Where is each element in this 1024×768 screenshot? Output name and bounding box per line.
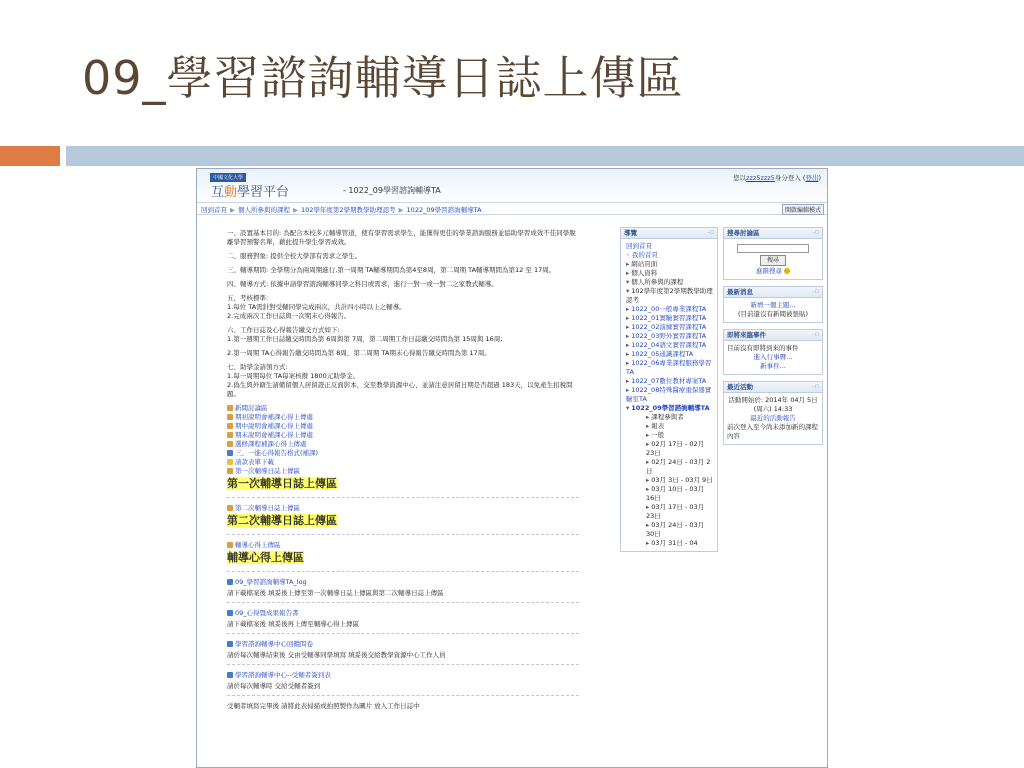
calendar-link[interactable]: 進入行事曆... [753, 353, 793, 361]
forum-icon [227, 432, 233, 438]
nav-week[interactable]: 02月 17日 - 02月 23日 [646, 440, 705, 457]
nav-course-link[interactable]: 1022_02演練實習課程TA [631, 323, 707, 331]
expand-arrow-icon: ▸ [626, 314, 630, 322]
file-link-label: 09_學習諮詢輔導TA_log [235, 578, 307, 586]
nav-week[interactable]: 03月 10日 - 03月 16日 [646, 485, 705, 502]
expand-arrow-icon: ▸ [626, 269, 630, 277]
highlight-heading-1: 第一次輔導日誌上傳區 [227, 477, 337, 490]
nav-site-pages[interactable]: 網站頁面 [631, 260, 658, 268]
section-2: 二、服務對象: 提供全校大學部有需求之學生。 [227, 252, 362, 260]
logo-text-b: 學習平台 [237, 185, 290, 200]
collapse-arrow-icon: ▾ [626, 278, 630, 286]
logo-text-highlight: 動 [224, 185, 238, 200]
file-link-label: 09_心得暨成果報告書 [235, 609, 299, 617]
nav-general[interactable]: 一般 [651, 431, 665, 439]
expand-arrow-icon: ▸ [626, 350, 630, 358]
folder-link-label: 請款表單下載 [235, 458, 274, 466]
breadcrumb-sep-icon: ▶ [230, 206, 235, 214]
events-block-title: 即將來臨事件 [727, 331, 766, 339]
news-block [723, 286, 823, 323]
doc-link-label: 三、一進心得報告格式(補課) [235, 449, 319, 457]
upload-link[interactable] [227, 422, 579, 431]
upload-link[interactable] [227, 413, 579, 422]
expand-arrow-icon: ▸ [626, 260, 630, 268]
block-collapse-icon[interactable]: -▫ [812, 228, 819, 236]
advanced-search-link[interactable]: 進階搜尋 [755, 267, 782, 275]
upload-link-label: 期末說明會補課心得上傳處 [235, 431, 313, 439]
navigation-block [620, 227, 718, 558]
collapse-arrow-icon: ▾ [626, 287, 630, 295]
nav-reports[interactable]: 報表 [651, 422, 665, 430]
activity-block [723, 381, 823, 445]
expand-arrow-icon: ▸ [626, 332, 630, 340]
section-6-head: 六、工作日誌及心得報告繳交方式如下: [227, 326, 340, 334]
nav-my-home[interactable]: 我的首頁 [631, 251, 658, 259]
nav-week[interactable]: 02月 24日 - 03月 2日 [646, 458, 711, 475]
divider [227, 534, 579, 535]
expand-arrow-icon: ▸ [646, 431, 650, 439]
activity-block-title: 最近活動 [727, 383, 753, 391]
events-block [723, 329, 823, 375]
nav-course-link[interactable]: 1022_00一般專業課程TA [631, 305, 707, 313]
nav-course-link[interactable]: 1022_04語文實習課程TA [631, 341, 707, 349]
nav-course-link[interactable]: 1022_08特殊醫療重保器實驗室TA [626, 386, 712, 403]
block-collapse-icon[interactable]: -▫ [812, 287, 819, 295]
section-7-line1: 1.每一周期每位 TA每案核撥 1800元助學金。 [227, 372, 360, 380]
divider [227, 602, 579, 603]
accent-bar-blue [66, 146, 1024, 166]
nav-title: 導覽 [624, 229, 637, 237]
section-3: 三、輔導期間: 全學期分為兩周期進行,第一周期 TA輔導期間為第4至8周，第二周期 TA輔導期間為第12 至 17周。 [227, 266, 556, 274]
block-collapse-icon[interactable]: -▫ [707, 228, 714, 236]
activity-report-link[interactable]: 最近的活動報告 [750, 414, 796, 422]
upload-link[interactable] [227, 440, 579, 449]
forum-icon [227, 505, 233, 511]
nav-block-header [621, 228, 717, 239]
section-4: 四、輔導方式: 依據申請學習諮詢輔導同學之科目或需求，進行一對一或一對二之家教式輔導。 [227, 280, 498, 288]
breadcrumb-sep-icon: ▶ [398, 206, 404, 214]
expand-arrow-icon: ▸ [646, 440, 650, 448]
divider [227, 664, 579, 665]
folder-link[interactable] [227, 458, 579, 467]
expand-arrow-icon: ▸ [626, 377, 630, 385]
nav-week[interactable]: 03月 17日 - 03月 23日 [646, 503, 705, 520]
no-activity-text: 前次登入至今尚未添加新的課程內容 [727, 423, 818, 440]
breadcrumb-home[interactable]: 回到首頁 [201, 206, 227, 214]
forum-icon [227, 405, 233, 411]
upload-link[interactable] [227, 504, 579, 513]
activity-since: 活動開始於: 2014年 04月 5日(周六) 14:33 [728, 396, 818, 413]
add-topic-link[interactable]: 新增一個主題... [750, 301, 796, 309]
embedded-screenshot [196, 168, 828, 768]
collapse-arrow-icon: ▾ [626, 404, 630, 412]
block-collapse-icon[interactable]: -▫ [812, 382, 819, 390]
help-icon[interactable] [784, 268, 790, 274]
news-block-title: 最新消息 [727, 288, 753, 296]
section-5-line1: 1.每位 TA需針對受輔同學完成兩次，共計四小時以上之輔導。 [227, 303, 406, 311]
file-desc: 請下載檔案後 填妥後上傳至第一次輔導日誌上傳區與第二次輔導日誌上傳區 [227, 589, 444, 597]
document-icon [227, 610, 233, 616]
site-logo[interactable] [211, 181, 289, 200]
block-collapse-icon[interactable]: -▫ [812, 330, 819, 338]
section-6-line1: 1.第一週期工作日誌繳交時間為第 6周與第 7周，第二周期工作日誌繳交時間為第 15周與 16周; [227, 335, 503, 343]
no-news-text: (目前還沒有新聞被張貼) [737, 310, 809, 318]
highlight-heading-2: 第二次輔導日誌上傳區 [227, 514, 337, 527]
forum-icon [227, 441, 233, 447]
file-desc: 請於每次輔導結束後 交由受輔導同學填寫 填妥後交給教學資源中心工作人員 [227, 651, 446, 659]
upload-link-label: 第二次輔導日誌上傳區 [235, 504, 300, 512]
upload-link[interactable] [227, 467, 579, 476]
expand-arrow-icon: ▸ [646, 539, 650, 547]
nav-home-link[interactable]: 回到首頁 [626, 242, 652, 250]
expand-arrow-icon: ▸ [646, 485, 650, 493]
expand-arrow-icon: ▸ [626, 305, 630, 313]
user-link[interactable]: zzz5zzz5 [746, 174, 775, 182]
upload-link-label: 選修課程補課心得上傳處 [235, 440, 307, 448]
divider [227, 633, 579, 634]
nav-current-course[interactable]: 1022_09學習諮詢輔導TA [631, 404, 710, 412]
search-block [723, 227, 823, 280]
nav-week[interactable]: 03月 3日 - 03月 9日 [651, 476, 713, 484]
file-link[interactable] [227, 578, 579, 587]
doc-link[interactable] [227, 449, 579, 458]
file-desc: 請於每次輔導時 交給受輔者簽到 [227, 682, 321, 690]
course-name: - 1022_09學習諮詢輔導TA [343, 186, 441, 195]
section-7 [227, 363, 579, 399]
section-5-head: 五、考核標準: [227, 294, 269, 302]
no-events-text: 目前沒有即將到來的事件 [727, 344, 799, 352]
file-link-label: 學習諮詢輔導中心回饋問卷 [235, 640, 313, 648]
upload-link[interactable] [227, 541, 579, 550]
divider [227, 695, 579, 696]
forum-link-label: 新聞討論區 [235, 404, 268, 412]
nav-course-link[interactable]: 1022_01實驗實習課程TA [631, 314, 707, 322]
nav-week[interactable]: 03月 24日 - 03月 30日 [646, 521, 705, 538]
expand-arrow-icon: ▸ [646, 413, 650, 421]
site-header [197, 169, 827, 203]
login-prefix: 您以 [733, 174, 747, 182]
file-link[interactable] [227, 609, 579, 618]
forum-icon [227, 468, 233, 474]
nav-profile[interactable]: 個人資料 [631, 269, 658, 277]
upload-link-label: 第一次輔導日誌上傳區 [235, 467, 300, 475]
slide-title: 09_學習諮詢輔導日誌上傳區 [82, 51, 684, 105]
forum-search-input[interactable] [737, 244, 809, 253]
folder-icon [227, 459, 233, 465]
accent-bar-orange [0, 146, 60, 166]
divider [227, 571, 579, 572]
nav-term[interactable]: 102學年度第2學期教學助理認考 [626, 287, 713, 304]
document-icon [227, 641, 233, 647]
expand-arrow-icon: ▸ [626, 341, 630, 349]
forum-icon [227, 423, 233, 429]
section-7-line2: 2.偽生與外籍生請備留個人居留證正反面影本，交至教學資源中心，並請注意居留日期是否超過 183天，以免產生扣稅問題。 [227, 381, 573, 398]
breadcrumb-course[interactable]: 1022_09學習諮詢輔導TA [406, 206, 482, 214]
logout-link[interactable]: 登出 [805, 174, 819, 182]
nav-list [621, 239, 717, 551]
forum-link[interactable] [227, 404, 579, 413]
forum-icon [227, 542, 233, 548]
document-icon [227, 579, 233, 585]
search-button[interactable]: 搜尋 [760, 255, 786, 266]
expand-arrow-icon: ▸ [626, 359, 630, 367]
section-7-head: 七、助學金請領方式: [227, 363, 288, 371]
login-info [733, 173, 821, 182]
expand-arrow-icon: ▸ [646, 503, 650, 511]
section-6 [227, 326, 579, 344]
expand-arrow-icon: ▸ [646, 422, 650, 430]
section-5-line2: 2.完成兩次工作日誌與一次期末心得報告。 [227, 312, 351, 320]
login-suffix: 身分登入 ( [774, 174, 806, 182]
document-icon [227, 450, 233, 456]
expand-arrow-icon: ▸ [646, 458, 650, 466]
divider [227, 497, 579, 498]
university-badge: 中國文化大學 [210, 173, 246, 182]
breadcrumb-courses[interactable]: 個人所參與的課程 [238, 206, 290, 214]
expand-arrow-icon: ▸ [646, 521, 650, 529]
search-block-title: 搜尋討論區 [727, 229, 760, 237]
document-icon [227, 672, 233, 678]
upload-link[interactable] [227, 431, 579, 440]
upload-link-label: 期初說明會補課心得上傳處 [235, 413, 313, 421]
highlight-heading-3: 輔導心得上傳區 [227, 551, 304, 564]
right-column [723, 227, 823, 451]
section-1: 一、設置基本目的: 為配合本校多元輔導管道，使有學習需求學生，能獲得更佳的學業諮詢服務並協助學習成效不佳同學脫離學習預警名單，藉此提升學生學習成效。 [227, 229, 576, 246]
upload-link-label: 輔導心得上傳區 [235, 541, 281, 549]
nav-course-link[interactable]: 1022_03野外實習課程TA [631, 332, 707, 340]
file-desc: 請下載檔案後 填妥後再上傳至輔導心得上傳區 [227, 620, 360, 628]
section-6-line2: 2.第一周期 TA心得報告繳交時間為第 8周，第二周期 TA期末心得報告繳交時間為第 17周。 [227, 349, 491, 357]
final-note: 受輔者填寫完畢後 請將此表掃描或拍照製作為圖片 放入工作日誌中 [227, 702, 420, 710]
nav-course-link[interactable]: 1022_07數位教材專案TA [631, 377, 707, 385]
new-event-link[interactable]: 新事件... [760, 362, 786, 370]
breadcrumb [197, 203, 827, 215]
nav-course-link[interactable]: 1022_05通識課程TA [631, 350, 694, 358]
login-end: ) [818, 174, 821, 182]
forum-icon [227, 414, 233, 420]
breadcrumb-sep-icon: ▶ [293, 206, 298, 214]
expand-arrow-icon: ▸ [626, 323, 630, 331]
upload-link-label: 期中說明會補課心得上傳處 [235, 422, 313, 430]
section-5 [227, 294, 579, 321]
file-link-label: 學習諮詢輔導中心--受輔者簽到表 [235, 671, 331, 679]
file-link[interactable] [227, 640, 579, 649]
nav-course-link[interactable]: 1022_06專業課程服務學習TA [626, 359, 712, 376]
expand-arrow-icon: ▸ [646, 476, 650, 484]
bullet-icon: ◦ [626, 251, 630, 259]
nav-participants[interactable]: 課程參與者 [651, 413, 684, 421]
main-content [227, 229, 579, 711]
logo-text-a: 互 [211, 185, 225, 200]
edit-mode-button[interactable]: 開啟編輯模式 [782, 204, 824, 215]
nav-my-courses[interactable]: 個人所參與的課程 [631, 278, 684, 286]
expand-arrow-icon: ▸ [626, 386, 630, 394]
nav-week[interactable]: 03月 31日 - 04 [651, 539, 698, 547]
file-link[interactable] [227, 671, 579, 680]
breadcrumb-term[interactable]: 102學年度第2學期教學助理認考 [301, 206, 396, 214]
